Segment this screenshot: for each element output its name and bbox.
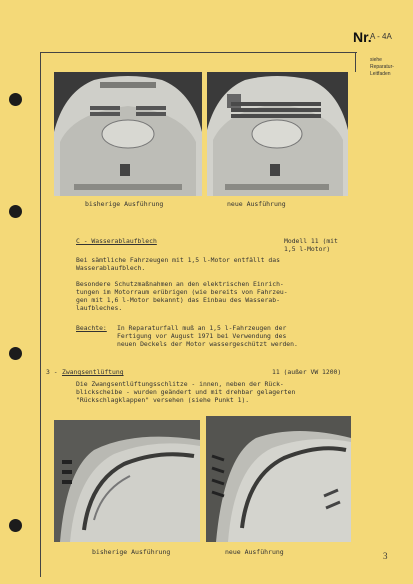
side-note-line: siehe <box>370 57 382 63</box>
photo-rear-old <box>54 72 202 196</box>
caption-new-top: neue Ausführung <box>227 200 286 208</box>
section-c-para1-line: Wasserablaufblech. <box>76 264 146 272</box>
photo-vent-new <box>206 416 351 542</box>
punch-hole <box>9 347 22 360</box>
caption-old-top: bisherige Ausführung <box>85 200 164 208</box>
frame-left-rule <box>40 52 41 577</box>
section-c-note-line: neuen Deckels der Motor wassergeschützt werden. <box>117 340 298 348</box>
section-3-line: blickscheibe - wurden geändert und mit drehbar gelagerten <box>76 388 296 396</box>
section-c-note-line: Fertigung vor August 1971 bei Verwendung des <box>117 332 287 340</box>
section-c-para1-line: Bei sämtliche Fahrzeugen mit 1,5 l-Motor entfällt das <box>76 256 280 264</box>
section-c-model-line: Modell 11 (mit <box>284 237 338 245</box>
punch-hole <box>9 205 22 218</box>
page-number: 3 <box>383 551 388 561</box>
punch-hole <box>9 93 22 106</box>
side-note-line: Leitfaden <box>370 71 391 77</box>
section-c-model-line: 1,5 l-Motor) <box>284 245 331 253</box>
section-c-note-line: In Reparaturfall muß an 1,5 l-Fahrzeugen der <box>117 324 287 332</box>
section-3-line: "Rückschlagklappen" versehen (siehe Punkt 1). <box>76 396 250 404</box>
header-nr-label: Nr. <box>353 29 372 45</box>
section-c-note-label: Beachte: <box>76 324 107 332</box>
punch-hole <box>9 519 22 532</box>
header-document-number: A - 4A <box>370 32 392 41</box>
caption-new-bottom: neue Ausführung <box>225 548 284 556</box>
section-3-title: Zwangsentlüftung <box>62 368 124 376</box>
photo-vent-old <box>54 420 200 542</box>
section-c-title: C - Wasserablaufblech <box>76 237 157 245</box>
section-c-para2-line: tungen im Motorraum erübrigen (wie bereits von Fahrzeu- <box>76 288 288 296</box>
frame-top-rule <box>40 52 357 53</box>
section-3-model: 11 (außer VW 1200) <box>272 368 342 376</box>
section-c-para2-line: laufbleches. <box>76 304 123 312</box>
photo-rear-new <box>207 72 348 196</box>
side-note <box>370 57 410 78</box>
side-note-line: Reparatur- <box>370 64 394 70</box>
frame-right-rule <box>355 52 356 72</box>
section-c-para2-line: gen mit 1,6 l-Motor bekannt) das Einbau des Wasserab- <box>76 296 280 304</box>
section-3-line: Die Zwangsentlüftungsschlitze - innen, neben der Rück- <box>76 380 284 388</box>
caption-old-bottom: bisherige Ausführung <box>92 548 171 556</box>
section-3-number: 3 - <box>46 368 58 376</box>
section-c-para2-line: Besondere Schutzmaßnahmen an den elektrischen Einrich- <box>76 280 284 288</box>
